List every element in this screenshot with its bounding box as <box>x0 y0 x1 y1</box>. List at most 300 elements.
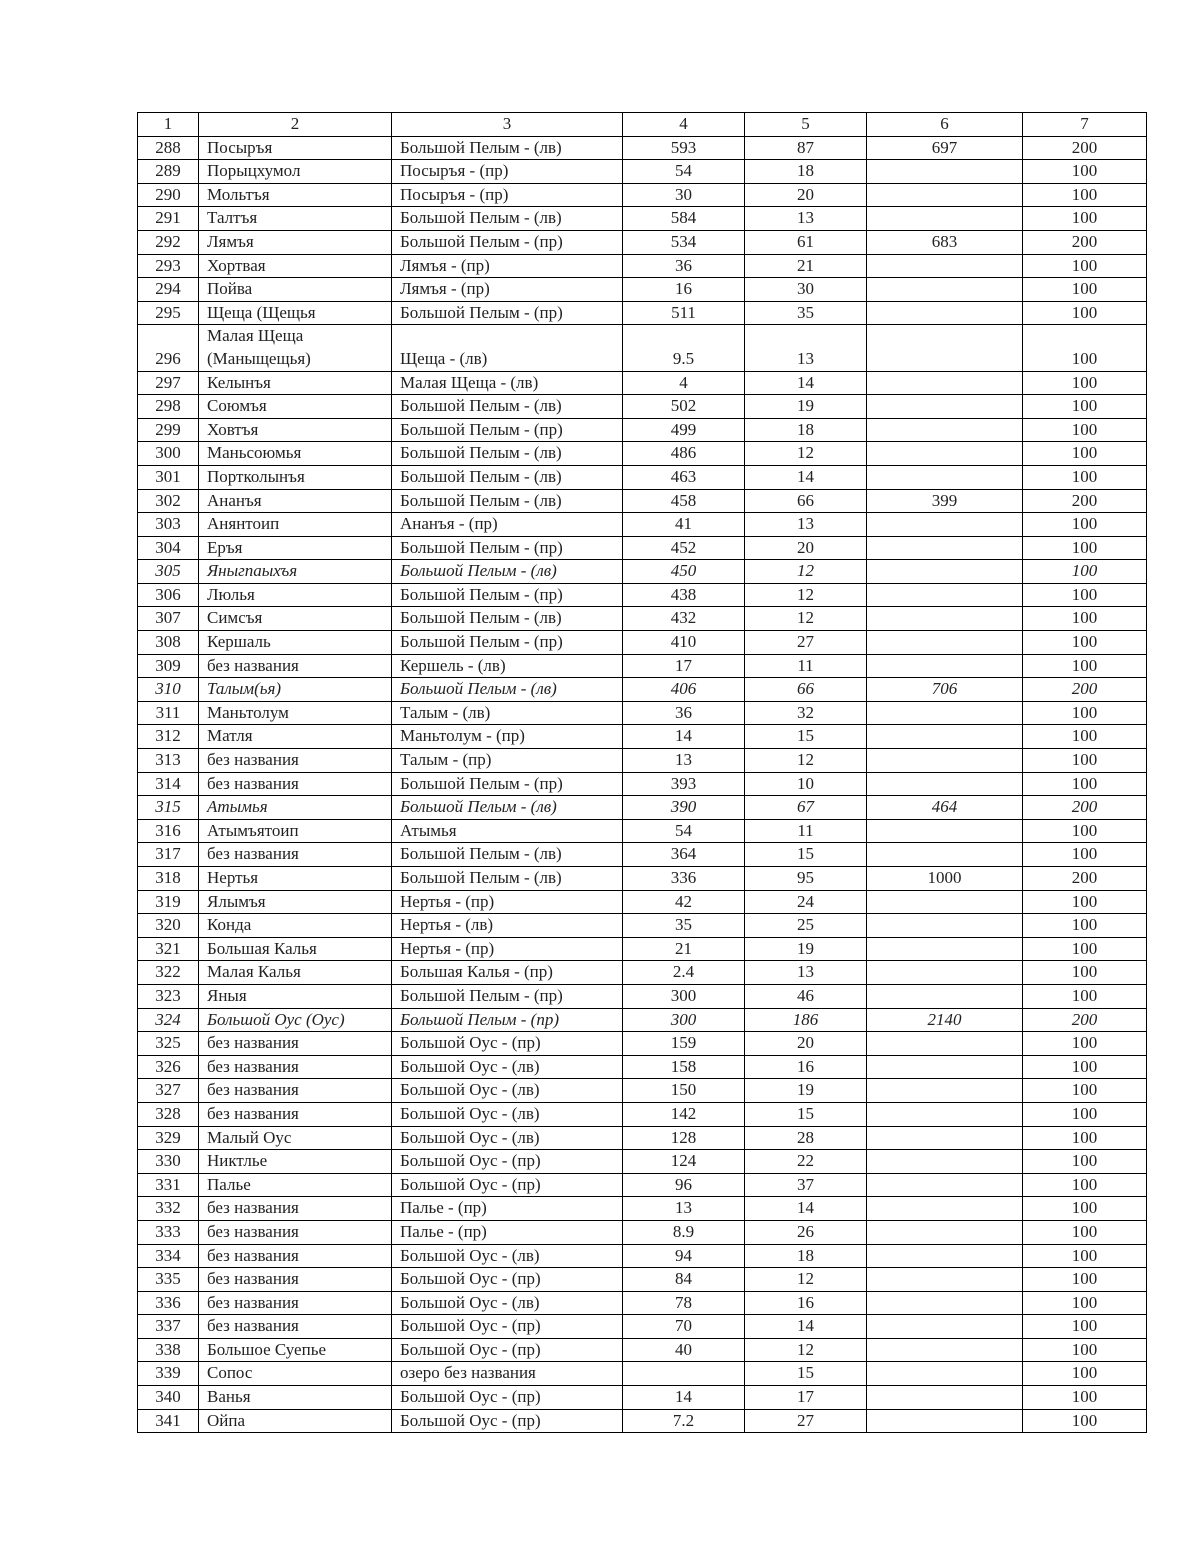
river-name-cell: Яныя <box>199 984 392 1008</box>
mouth-location-cell: Большой Оус - (пр) <box>392 1032 623 1056</box>
river-name-cell: Портколынъя <box>199 465 392 489</box>
table-row <box>138 890 1147 914</box>
row-number-cell: 307 <box>138 607 199 631</box>
column-4-cell <box>623 1362 745 1386</box>
column-5-cell: 19 <box>745 1079 867 1103</box>
table-row <box>138 1102 1147 1126</box>
row-number-cell: 330 <box>138 1150 199 1174</box>
table-row <box>138 725 1147 749</box>
column-5-cell: 20 <box>745 183 867 207</box>
column-7-cell: 100 <box>1023 961 1147 985</box>
column-7-cell: 100 <box>1023 843 1147 867</box>
column-4-cell: 458 <box>623 489 745 513</box>
row-number-cell: 299 <box>138 418 199 442</box>
table-row <box>138 607 1147 631</box>
column-7-cell: 200 <box>1023 136 1147 160</box>
mouth-location-cell: Большой Пелым - (пр) <box>392 301 623 325</box>
row-number-cell: 331 <box>138 1173 199 1197</box>
row-number-cell: 318 <box>138 867 199 891</box>
table-row <box>138 583 1147 607</box>
column-6-cell: 2140 <box>867 1008 1023 1032</box>
river-name-cell: Анянтоип <box>199 513 392 537</box>
table-row <box>138 1244 1147 1268</box>
column-6-cell <box>867 914 1023 938</box>
column-7-cell: 100 <box>1023 1220 1147 1244</box>
column-5-cell: 15 <box>745 843 867 867</box>
column-4-cell: 14 <box>623 1386 745 1410</box>
column-7-cell: 100 <box>1023 442 1147 466</box>
column-5-cell: 11 <box>745 654 867 678</box>
river-name-cell: Сопос <box>199 1362 392 1386</box>
mouth-location-cell: Нертья - (лв) <box>392 914 623 938</box>
mouth-location-cell: Большой Пелым - (пр) <box>392 536 623 560</box>
row-number-cell: 325 <box>138 1032 199 1056</box>
column-4-cell: 300 <box>623 984 745 1008</box>
mouth-location-cell: Большой Пелым - (лв) <box>392 796 623 820</box>
column-4-cell: 84 <box>623 1268 745 1292</box>
table-row <box>138 654 1147 678</box>
river-name-cell: Ялымъя <box>199 890 392 914</box>
column-4-cell: 13 <box>623 749 745 773</box>
table-row <box>138 984 1147 1008</box>
mouth-location-cell: Посыръя - (пр) <box>392 160 623 184</box>
table-row <box>138 749 1147 773</box>
column-5-cell: 13 <box>745 325 867 371</box>
column-6-cell <box>867 583 1023 607</box>
column-4-cell: 450 <box>623 560 745 584</box>
river-name-cell: Щеща (Щещья <box>199 301 392 325</box>
column-5-cell: 35 <box>745 301 867 325</box>
column-6-cell <box>867 207 1023 231</box>
river-name-cell: Нертья <box>199 867 392 891</box>
column-5-cell: 14 <box>745 1315 867 1339</box>
row-number-cell: 319 <box>138 890 199 914</box>
column-7-cell: 100 <box>1023 914 1147 938</box>
mouth-location-cell: Большой Пелым - (лв) <box>392 678 623 702</box>
mouth-location-cell: Большой Пелым - (лв) <box>392 843 623 867</box>
column-header: 3 <box>392 113 623 137</box>
column-7-cell: 100 <box>1023 725 1147 749</box>
column-4-cell: 7.2 <box>623 1409 745 1433</box>
column-7-cell: 100 <box>1023 1268 1147 1292</box>
mouth-location-cell: Большой Пелым - (лв) <box>392 136 623 160</box>
column-5-cell: 28 <box>745 1126 867 1150</box>
column-6-cell <box>867 961 1023 985</box>
column-5-cell: 11 <box>745 819 867 843</box>
column-7-cell: 100 <box>1023 984 1147 1008</box>
river-name-cell: Порыцхумол <box>199 160 392 184</box>
river-name-cell: Малая Калья <box>199 961 392 985</box>
column-6-cell <box>867 1150 1023 1174</box>
river-name-cell: Никтлье <box>199 1150 392 1174</box>
column-5-cell: 13 <box>745 513 867 537</box>
mouth-location-cell: Большой Оус - (пр) <box>392 1386 623 1410</box>
table-row <box>138 796 1147 820</box>
mouth-location-cell: Большой Оус - (лв) <box>392 1291 623 1315</box>
column-6-cell: 1000 <box>867 867 1023 891</box>
column-7-cell: 200 <box>1023 867 1147 891</box>
river-name-cell: Ананъя <box>199 489 392 513</box>
row-number-cell: 311 <box>138 701 199 725</box>
column-5-cell: 10 <box>745 772 867 796</box>
river-name-cell: без названия <box>199 1244 392 1268</box>
column-header: 4 <box>623 113 745 137</box>
column-7-cell: 100 <box>1023 560 1147 584</box>
column-6-cell <box>867 1315 1023 1339</box>
column-5-cell: 66 <box>745 678 867 702</box>
table-row <box>138 1197 1147 1221</box>
column-5-cell: 26 <box>745 1220 867 1244</box>
row-number-cell: 337 <box>138 1315 199 1339</box>
table-row <box>138 1079 1147 1103</box>
table-row <box>138 772 1147 796</box>
table-row <box>138 254 1147 278</box>
column-7-cell: 100 <box>1023 749 1147 773</box>
river-name-cell: без названия <box>199 843 392 867</box>
row-number-cell: 313 <box>138 749 199 773</box>
mouth-location-cell: Ананъя - (пр) <box>392 513 623 537</box>
column-4-cell: 54 <box>623 160 745 184</box>
column-5-cell: 27 <box>745 1409 867 1433</box>
column-4-cell: 17 <box>623 654 745 678</box>
column-7-cell: 100 <box>1023 1338 1147 1362</box>
column-5-cell: 12 <box>745 1268 867 1292</box>
table-row <box>138 914 1147 938</box>
table-row <box>138 1220 1147 1244</box>
table-row <box>138 136 1147 160</box>
river-name-cell: без названия <box>199 1220 392 1244</box>
table-row <box>138 536 1147 560</box>
table-row <box>138 325 1147 371</box>
mouth-location-cell: Кершель - (лв) <box>392 654 623 678</box>
column-7-cell: 200 <box>1023 1008 1147 1032</box>
river-name-cell: Пойва <box>199 278 392 302</box>
row-number-cell: 305 <box>138 560 199 584</box>
mouth-location-cell: Большой Пелым - (лв) <box>392 607 623 631</box>
column-4-cell: 124 <box>623 1150 745 1174</box>
row-number-cell: 332 <box>138 1197 199 1221</box>
table-row <box>138 1409 1147 1433</box>
column-7-cell: 100 <box>1023 395 1147 419</box>
column-4-cell: 159 <box>623 1032 745 1056</box>
column-7-cell: 200 <box>1023 678 1147 702</box>
river-name-cell: Конда <box>199 914 392 938</box>
column-7-cell: 100 <box>1023 183 1147 207</box>
mouth-location-cell: Лямъя - (пр) <box>392 278 623 302</box>
table-row <box>138 1126 1147 1150</box>
column-4-cell: 438 <box>623 583 745 607</box>
column-6-cell <box>867 819 1023 843</box>
column-6-cell <box>867 1268 1023 1292</box>
table-row <box>138 1268 1147 1292</box>
column-7-cell: 100 <box>1023 1197 1147 1221</box>
table-row <box>138 1338 1147 1362</box>
column-6-cell <box>867 1173 1023 1197</box>
column-5-cell: 61 <box>745 230 867 254</box>
row-number-cell: 329 <box>138 1126 199 1150</box>
column-7-cell: 100 <box>1023 301 1147 325</box>
mouth-location-cell: Талым - (лв) <box>392 701 623 725</box>
column-5-cell: 12 <box>745 749 867 773</box>
column-4-cell: 463 <box>623 465 745 489</box>
row-number-cell: 321 <box>138 937 199 961</box>
row-number-cell: 335 <box>138 1268 199 1292</box>
table-row <box>138 843 1147 867</box>
column-4-cell: 584 <box>623 207 745 231</box>
column-7-cell: 100 <box>1023 254 1147 278</box>
column-header: 1 <box>138 113 199 137</box>
column-7-cell: 100 <box>1023 1126 1147 1150</box>
table-row <box>138 418 1147 442</box>
mouth-location-cell: Палье - (пр) <box>392 1197 623 1221</box>
column-7-cell: 100 <box>1023 701 1147 725</box>
river-name-cell: Талтъя <box>199 207 392 231</box>
river-name-cell: Еръя <box>199 536 392 560</box>
column-4-cell: 13 <box>623 1197 745 1221</box>
column-7-cell: 100 <box>1023 1291 1147 1315</box>
row-number-cell: 327 <box>138 1079 199 1103</box>
row-number-cell: 320 <box>138 914 199 938</box>
column-6-cell <box>867 513 1023 537</box>
column-5-cell: 67 <box>745 796 867 820</box>
column-7-cell: 100 <box>1023 819 1147 843</box>
column-6-cell <box>867 1032 1023 1056</box>
table-row <box>138 1055 1147 1079</box>
mouth-location-cell: Большой Пелым - (пр) <box>392 631 623 655</box>
column-6-cell <box>867 254 1023 278</box>
mouth-location-cell: Талым - (пр) <box>392 749 623 773</box>
column-5-cell: 20 <box>745 536 867 560</box>
river-name-cell: Малая Щеща (Маныщещья) <box>199 325 392 371</box>
column-7-cell: 100 <box>1023 890 1147 914</box>
mouth-location-cell: Большой Оус - (пр) <box>392 1150 623 1174</box>
column-7-cell: 100 <box>1023 1362 1147 1386</box>
table-header <box>138 113 1147 137</box>
column-5-cell: 15 <box>745 1102 867 1126</box>
column-6-cell <box>867 843 1023 867</box>
column-6-cell <box>867 442 1023 466</box>
mouth-location-cell: Щеща - (лв) <box>392 325 623 371</box>
column-5-cell: 19 <box>745 937 867 961</box>
river-name-cell: Симсъя <box>199 607 392 631</box>
table-row <box>138 819 1147 843</box>
column-7-cell: 100 <box>1023 1244 1147 1268</box>
river-name-cell: Палье <box>199 1173 392 1197</box>
row-number-cell: 315 <box>138 796 199 820</box>
mouth-location-cell: Нертья - (пр) <box>392 890 623 914</box>
river-name-cell: без названия <box>199 1197 392 1221</box>
river-name-cell: Большой Оус (Оус) <box>199 1008 392 1032</box>
row-number-cell: 290 <box>138 183 199 207</box>
river-name-cell: без названия <box>199 1079 392 1103</box>
mouth-location-cell: Атымья <box>392 819 623 843</box>
mouth-location-cell: Маньтолум - (пр) <box>392 725 623 749</box>
table-row <box>138 301 1147 325</box>
column-7-cell: 100 <box>1023 1102 1147 1126</box>
row-number-cell: 292 <box>138 230 199 254</box>
row-number-cell: 328 <box>138 1102 199 1126</box>
column-6-cell <box>867 631 1023 655</box>
river-name-cell: без названия <box>199 654 392 678</box>
column-5-cell: 87 <box>745 136 867 160</box>
column-6-cell <box>867 772 1023 796</box>
column-6-cell: 706 <box>867 678 1023 702</box>
column-5-cell: 18 <box>745 418 867 442</box>
column-6-cell <box>867 937 1023 961</box>
row-number-cell: 302 <box>138 489 199 513</box>
table-row <box>138 1362 1147 1386</box>
column-4-cell: 14 <box>623 725 745 749</box>
mouth-location-cell: Большой Пелым - (лв) <box>392 867 623 891</box>
mouth-location-cell: Большая Калья - (пр) <box>392 961 623 985</box>
column-5-cell: 21 <box>745 254 867 278</box>
column-7-cell: 100 <box>1023 1150 1147 1174</box>
rivers-table <box>137 112 1147 1433</box>
column-5-cell: 46 <box>745 984 867 1008</box>
mouth-location-cell: Нертья - (пр) <box>392 937 623 961</box>
column-6-cell <box>867 1362 1023 1386</box>
column-5-cell: 20 <box>745 1032 867 1056</box>
river-name-cell: Матля <box>199 725 392 749</box>
column-4-cell: 78 <box>623 1291 745 1315</box>
river-name-cell: Люлья <box>199 583 392 607</box>
row-number-cell: 341 <box>138 1409 199 1433</box>
table-row <box>138 1315 1147 1339</box>
column-5-cell: 18 <box>745 160 867 184</box>
column-7-cell: 100 <box>1023 583 1147 607</box>
column-4-cell: 128 <box>623 1126 745 1150</box>
mouth-location-cell: Большой Пелым - (пр) <box>392 1008 623 1032</box>
river-name-cell: Ванья <box>199 1386 392 1410</box>
river-name-cell: Посыръя <box>199 136 392 160</box>
column-7-cell: 100 <box>1023 465 1147 489</box>
mouth-location-cell: Большой Пелым - (пр) <box>392 583 623 607</box>
row-number-cell: 334 <box>138 1244 199 1268</box>
column-5-cell: 16 <box>745 1055 867 1079</box>
column-5-cell: 66 <box>745 489 867 513</box>
table-row <box>138 1008 1147 1032</box>
column-5-cell: 95 <box>745 867 867 891</box>
column-5-cell: 22 <box>745 1150 867 1174</box>
mouth-location-cell: Большой Оус - (пр) <box>392 1338 623 1362</box>
column-4-cell: 16 <box>623 278 745 302</box>
river-name-cell: Хортвая <box>199 254 392 278</box>
table-row <box>138 678 1147 702</box>
row-number-cell: 297 <box>138 371 199 395</box>
table-row <box>138 1386 1147 1410</box>
table-row <box>138 701 1147 725</box>
column-5-cell: 25 <box>745 914 867 938</box>
row-number-cell: 308 <box>138 631 199 655</box>
column-5-cell: 15 <box>745 1362 867 1386</box>
table-body <box>138 136 1147 1433</box>
mouth-location-cell: озеро без названия <box>392 1362 623 1386</box>
column-4-cell: 158 <box>623 1055 745 1079</box>
column-4-cell: 502 <box>623 395 745 419</box>
column-4-cell: 486 <box>623 442 745 466</box>
mouth-location-cell: Лямъя - (пр) <box>392 254 623 278</box>
column-5-cell: 37 <box>745 1173 867 1197</box>
table-row <box>138 867 1147 891</box>
mouth-location-cell: Малая Щеща - (лв) <box>392 371 623 395</box>
mouth-location-cell: Большой Пелым - (лв) <box>392 207 623 231</box>
column-7-cell: 100 <box>1023 1409 1147 1433</box>
column-5-cell: 24 <box>745 890 867 914</box>
column-6-cell <box>867 1055 1023 1079</box>
river-name-cell: Келынъя <box>199 371 392 395</box>
column-4-cell: 54 <box>623 819 745 843</box>
column-6-cell <box>867 278 1023 302</box>
river-name-cell: Большая Калья <box>199 937 392 961</box>
column-6-cell <box>867 1386 1023 1410</box>
column-4-cell: 40 <box>623 1338 745 1362</box>
row-number-cell: 314 <box>138 772 199 796</box>
table-row <box>138 395 1147 419</box>
column-6-cell <box>867 890 1023 914</box>
river-name-cell: Малый Оус <box>199 1126 392 1150</box>
table-row <box>138 183 1147 207</box>
mouth-location-cell: Большой Пелым - (лв) <box>392 442 623 466</box>
table-row <box>138 560 1147 584</box>
table-row <box>138 1150 1147 1174</box>
column-4-cell: 9.5 <box>623 325 745 371</box>
column-7-cell: 100 <box>1023 278 1147 302</box>
column-4-cell: 150 <box>623 1079 745 1103</box>
column-4-cell: 511 <box>623 301 745 325</box>
mouth-location-cell: Посыръя - (пр) <box>392 183 623 207</box>
mouth-location-cell: Большой Оус - (пр) <box>392 1409 623 1433</box>
mouth-location-cell: Большой Оус - (лв) <box>392 1079 623 1103</box>
column-7-cell: 100 <box>1023 937 1147 961</box>
river-name-cell: Ховтъя <box>199 418 392 442</box>
mouth-location-cell: Большой Оус - (пр) <box>392 1173 623 1197</box>
column-4-cell: 300 <box>623 1008 745 1032</box>
column-7-cell: 100 <box>1023 631 1147 655</box>
river-name-cell: Маньсоюмья <box>199 442 392 466</box>
column-5-cell: 12 <box>745 607 867 631</box>
row-number-cell: 294 <box>138 278 199 302</box>
row-number-cell: 323 <box>138 984 199 1008</box>
table-row <box>138 465 1147 489</box>
column-4-cell: 41 <box>623 513 745 537</box>
column-6-cell <box>867 1079 1023 1103</box>
column-6-cell: 697 <box>867 136 1023 160</box>
column-6-cell <box>867 984 1023 1008</box>
column-5-cell: 12 <box>745 560 867 584</box>
row-number-cell: 310 <box>138 678 199 702</box>
river-name-cell: без названия <box>199 1032 392 1056</box>
column-6-cell <box>867 654 1023 678</box>
column-4-cell: 142 <box>623 1102 745 1126</box>
column-header: 7 <box>1023 113 1147 137</box>
column-4-cell: 42 <box>623 890 745 914</box>
table-row <box>138 371 1147 395</box>
mouth-location-cell: Большой Пелым - (пр) <box>392 772 623 796</box>
column-5-cell: 15 <box>745 725 867 749</box>
column-7-cell: 100 <box>1023 207 1147 231</box>
column-4-cell: 534 <box>623 230 745 254</box>
row-number-cell: 309 <box>138 654 199 678</box>
column-header: 5 <box>745 113 867 137</box>
column-6-cell <box>867 371 1023 395</box>
row-number-cell: 295 <box>138 301 199 325</box>
column-5-cell: 27 <box>745 631 867 655</box>
column-4-cell: 94 <box>623 1244 745 1268</box>
column-5-cell: 14 <box>745 1197 867 1221</box>
mouth-location-cell: Большой Оус - (лв) <box>392 1055 623 1079</box>
column-4-cell: 96 <box>623 1173 745 1197</box>
column-4-cell: 452 <box>623 536 745 560</box>
